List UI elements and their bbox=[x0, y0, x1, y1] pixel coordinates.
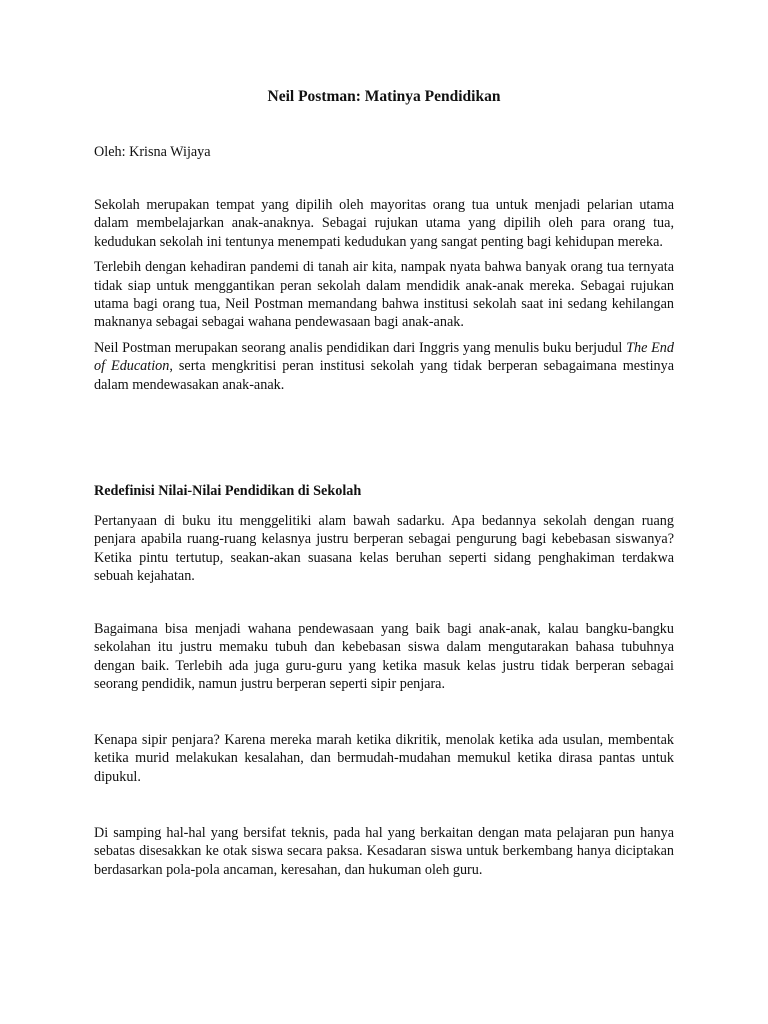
section-paragraph-3: Kenapa sipir penjara? Karena mereka marah ketika dikritik, menolak ketika ada usulan, membentak ketika murid melakukan kesalahan, dan bermudah-mudahan memukul ketika dirasa pantas untuk dipukul. bbox=[94, 732, 674, 785]
section-paragraph-block-1 bbox=[94, 512, 674, 593]
section-paragraph-block-4 bbox=[94, 824, 674, 886]
section-paragraph-1: Pertanyaan di buku itu menggelitiki alam bawah sadarku. Apa bedannya sekolah dengan ruang penjara apabila ruang-ruang kelasnya justru berperan sebagai pengurung bagi kebebasan siswanya? Ketika pintu tertutup, seakan-akan suasana kelas beruhan seperti sidang penghakiman terdakwa sebuah kejahatan. bbox=[94, 513, 674, 585]
section-paragraph-block-3 bbox=[94, 731, 674, 793]
intro-paragraph-3 bbox=[94, 339, 674, 394]
intro-paragraph-1: Sekolah merupakan tempat yang dipilih oleh mayoritas orang tua untuk menjadi pelarian utama dalam membelajarkan anak-anaknya. Sebagai rujukan utama yang dipilih oleh para orang tua, kedudukan sekolah ini tentunya menempati kedudukan yang sangat penting bagi kehidupan mereka. bbox=[94, 197, 674, 250]
intro-paragraph-3-lead: Neil Postman merupakan seorang analis pendidikan dari Inggris yang menulis buku berjudul bbox=[94, 339, 627, 356]
section-paragraph-block-2 bbox=[94, 620, 674, 701]
document-title: Neil Postman: Matinya Pendidikan bbox=[267, 88, 501, 105]
intro-paragraph-3-tail: , serta mengkritisi peran institusi sekolah yang tidak berperan sebagaimana mestinya dalam mendewasakan anak-anak. bbox=[94, 358, 674, 393]
intro-section bbox=[94, 196, 674, 401]
book-title: The End of Education bbox=[94, 339, 674, 375]
author-line: Oleh: Krisna Wijaya bbox=[94, 144, 211, 160]
intro-paragraph-2: Terlebih dengan kehadiran pandemi di tanah air kita, nampak nyata bahwa banyak orang tua ternyata tidak siap untuk menggantikan peran sekolah dalam mendidik anak-anak mereka. Sebagai rujukan utama bagi orang tua, Neil Postman memandang bahwa institusi sekolah saat ini sedang kehilangan maknanya sebagai sebagai wahana pendewasaan bagi anak-anak. bbox=[94, 259, 674, 331]
section-heading: Redefinisi Nilai-Nilai Pendidikan di Sekolah bbox=[94, 483, 362, 499]
section-paragraph-2: Bagaimana bisa menjadi wahana pendewasaan yang baik bagi anak-anak, kalau bangku-bangku sekolahan itu justru memaku tubuh dan kebebasan siswa dalam mengutarakan bahasa tubuhnya dengan baik. Terlebih ada juga guru-guru yang ketika masuk kelas justru tidak berperan sebagai seorang pendidik, namun justru berperan seperti sipir penjara. bbox=[94, 621, 674, 693]
section-paragraph-4: Di samping hal-hal yang bersifat teknis, pada hal yang berkaitan dengan mata pelajaran pun hanya sebatas disesakkan ke otak siswa secara paksa. Kesadaran siswa untuk berkembang hanya diciptakan berdasarkan pola-pola ancaman, keresahan, dan hukuman oleh guru. bbox=[94, 825, 674, 878]
